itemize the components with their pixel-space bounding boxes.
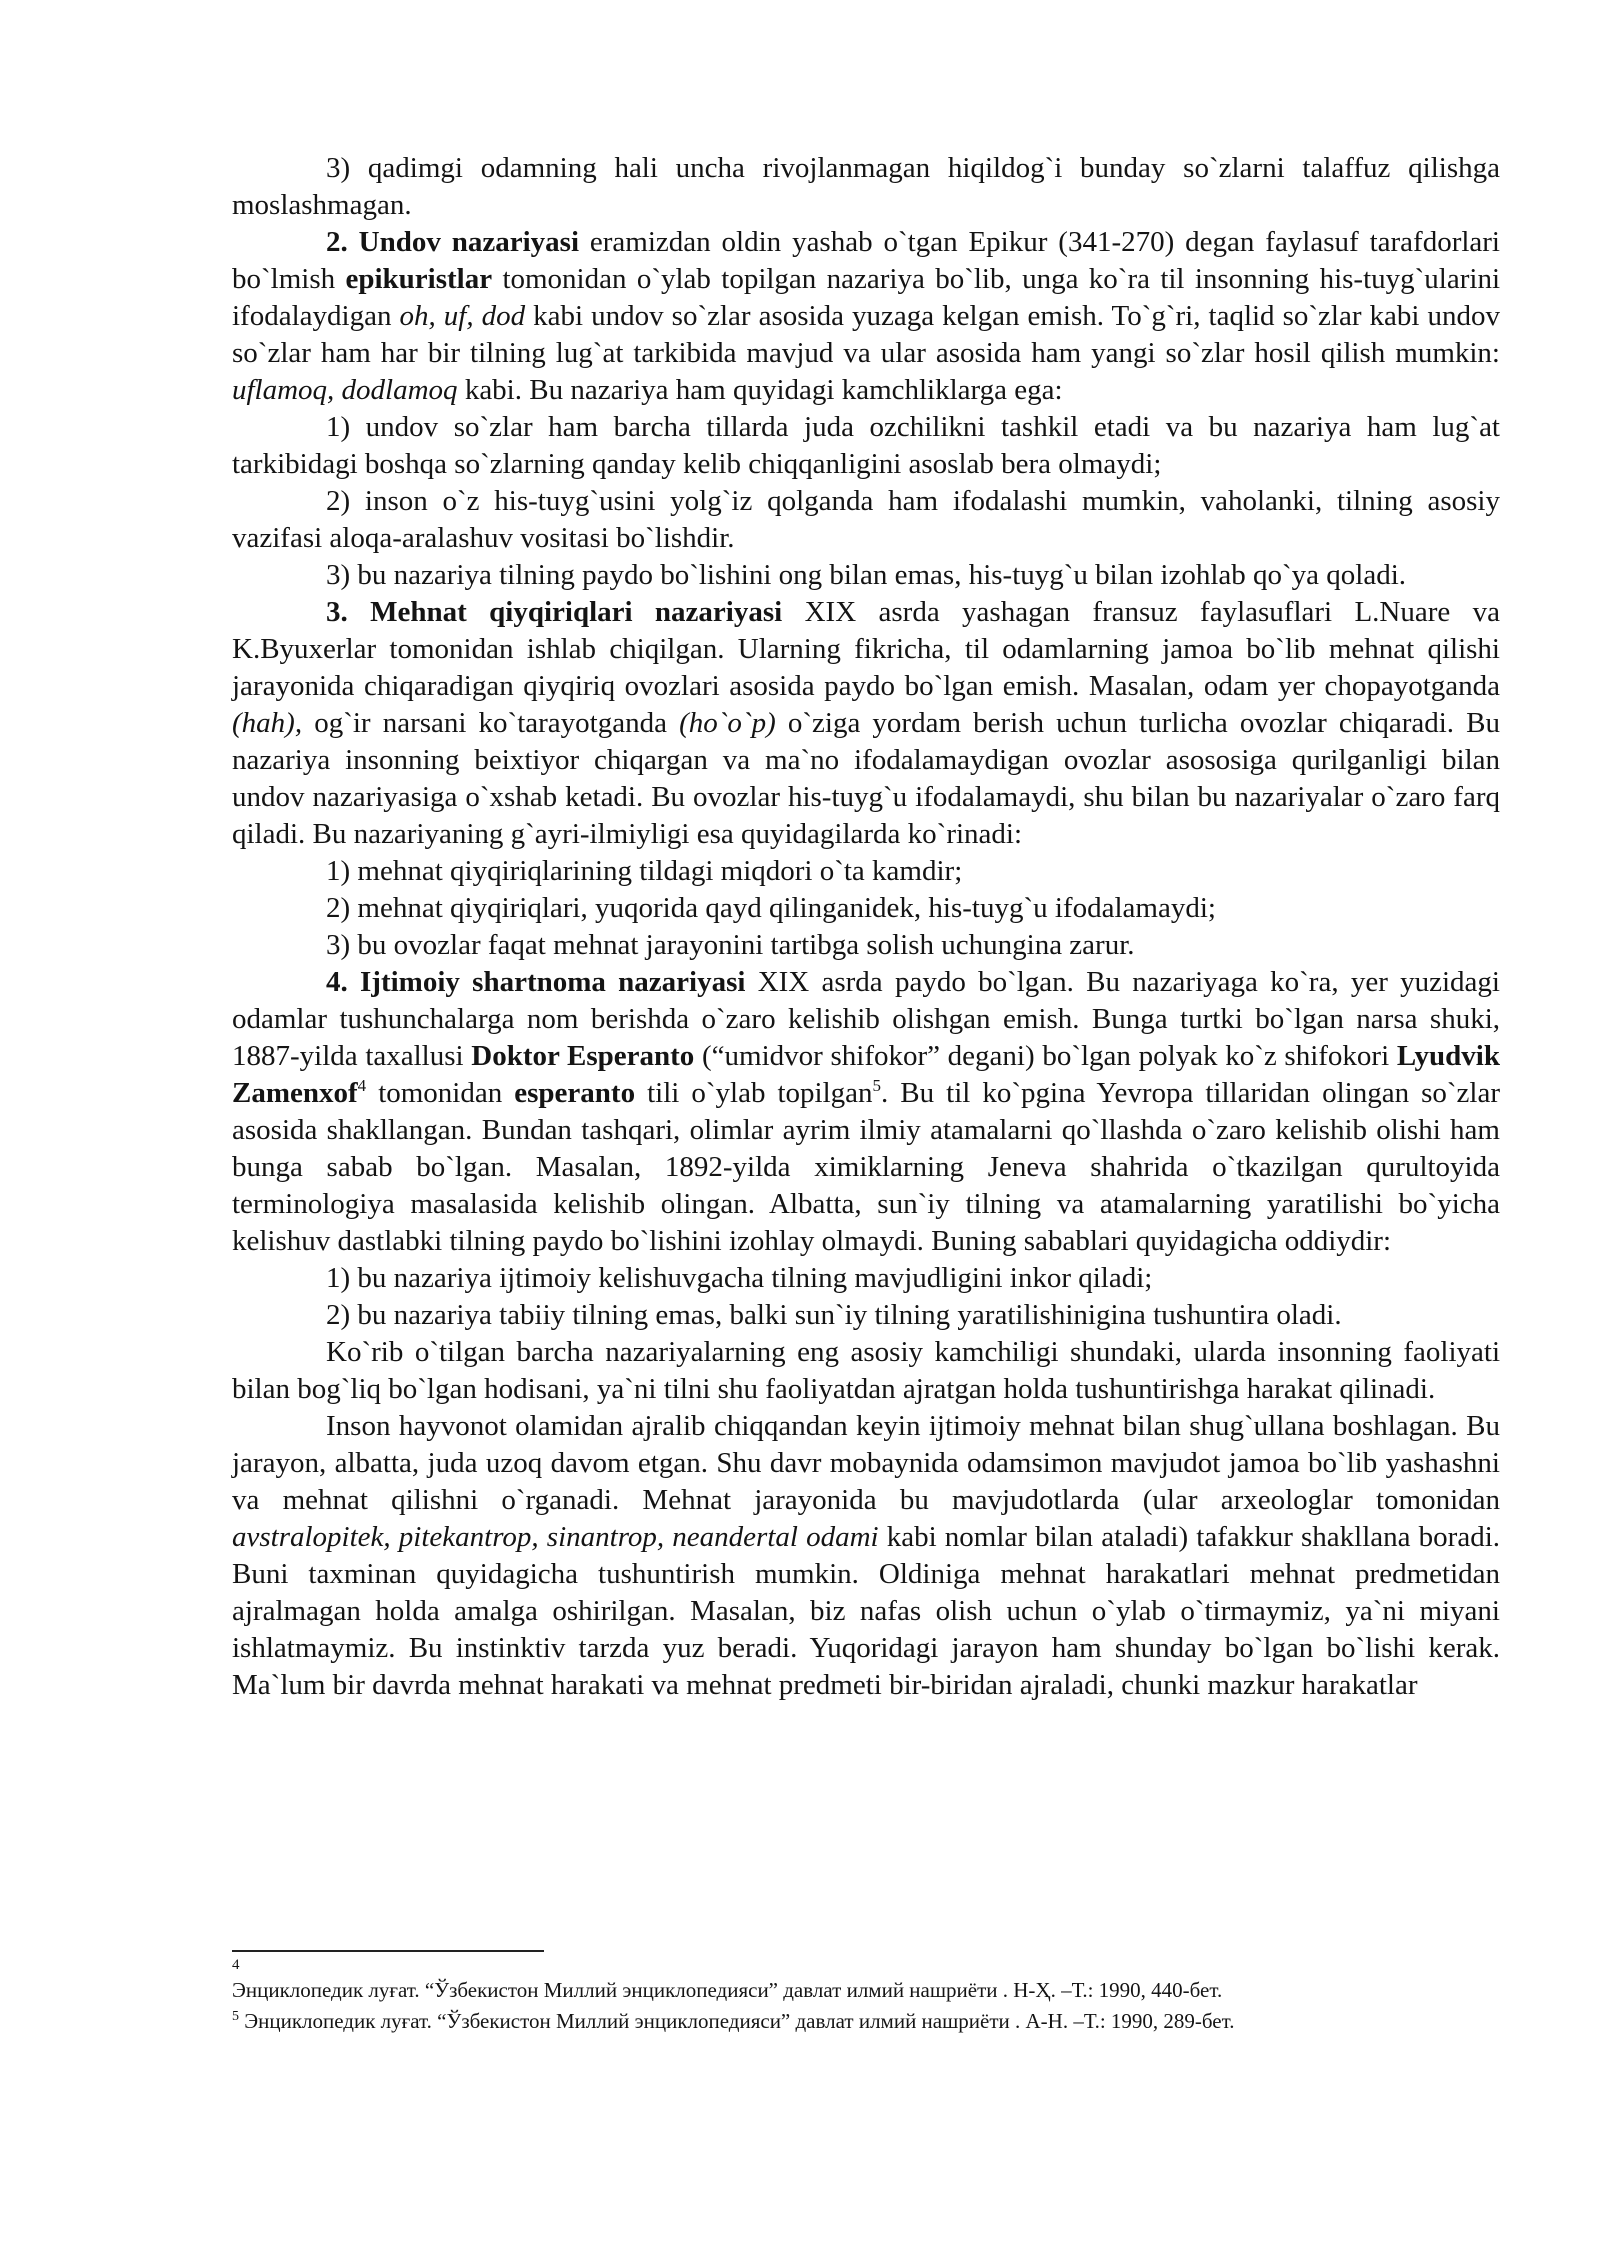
paragraph-text: XIX asrda paydo bo`lgan. Bu nazariyaga ko`ra, yer yuzidagi odamlar tushunchalarga nom berishda o`zaro kelishib olishgan emish. Bunga turtki bo`lgan narsa shuki, 1887-yilda taxallusi — [232, 966, 1500, 1072]
paragraph-text: og`ir narsani ko`tarayotganda — [302, 707, 680, 739]
list-item — [232, 1260, 1500, 1297]
footnote-text: Энциклопедик луғат. “Ўзбекистон Миллий энциклопедияси” давлат илмий нашриёти . Н-Ҳ. –Т.: 1990, 440-бет. — [232, 1978, 1223, 2002]
paragraph-text: (“umidvor shifokor” degani) bo`lgan polyak ko`z shifokori — [694, 1040, 1397, 1072]
list-item — [232, 853, 1500, 890]
footnote-ref-5[interactable]: 5 — [872, 1076, 882, 1095]
paragraph — [232, 964, 1500, 1260]
paragraph-text: 1) bu nazariya ijtimoiy kelishuvgacha tilning mavjudligini inkor qiladi; — [326, 1262, 1153, 1294]
paragraph-text: eramizdan oldin yashab o`tgan Epikur (341-270) degan faylasuf tarafdorlari bo`lmish — [232, 226, 1500, 295]
paragraph-text: Inson hayvonot olamidan ajralib chiqqandan keyin ijtimoiy mehnat bilan shug`ullana boshlagan. Bu jarayon, albatta, juda uzoq davom etgan. Shu davr mobaynida odamsimon mavjudot jamoa bo`lib yashashni va mehnat qilishni o`rganadi. Mehnat jarayonida bu mavjudotlarda (ular arxeologlar tomonidan — [232, 1410, 1500, 1516]
section-heading: 4. Ijtimoiy shartnoma nazariyasi — [326, 966, 746, 998]
paragraph — [232, 1334, 1500, 1408]
paragraph-text: tomonidan o`ylab topilgan nazariya bo`lib, unga ko`ra til insonning his-tuyg`ularini ifodalaydigan — [232, 263, 1500, 332]
paragraph-text: o`ziga yordam berish uchun turlicha ovozlar chiqaradi. Bu nazariya insonning beixtiyor chiqargan va ma`no ifodalamaydigan ovozlar asososiga qurilganligi bilan undov nazariyasiga o`xshab ketadi. Bu ovozlar his-tuyg`u ifodalamaydi, shu bilan bu nazariyalar o`zaro farq qiladi. Bu nazariyaning g`ayri-ilmiyligi esa quyidagilarda ko`rinadi: — [232, 707, 1500, 850]
paragraph-text: Ko`rib o`tilgan barcha nazariyalarning eng asosiy kamchiligi shundaki, ularda insonning faoliyati bilan bog`liq bo`lgan hodisani, ya`ni tilni shu faoliyatdan ajratgan holda tushuntirishga harakat qilinadi. — [232, 1336, 1500, 1405]
footnote-number-5: 5 — [232, 2009, 239, 2024]
list-item — [232, 890, 1500, 927]
paragraph-text: 3) bu ovozlar faqat mehnat jarayonini tartibga solish uchungina zarur. — [326, 929, 1135, 961]
bold-term: Doktor Esperanto — [471, 1040, 695, 1072]
footnote-ref-4[interactable]: 4 — [357, 1076, 367, 1095]
footnotes — [232, 1955, 1500, 2037]
footnote-4 — [232, 1975, 1500, 2006]
paragraph-text: 2) mehnat qiyqiriqlari, yuqorida qayd qilinganidek, his-tuyg`u ifodalamaydi; — [326, 892, 1216, 924]
bold-term: epikuristlar — [345, 263, 493, 295]
paragraph — [232, 224, 1500, 409]
bold-term: esperanto — [514, 1077, 636, 1109]
paragraph-text: XIX asrda yashagan fransuz faylasuflari L.Nuare va K.Byuxerlar tomonidan ishlab chiqilgan. Ularning fikricha, til odamlarning jamoa bo`lib mehnat qilishi jarayonida chiqaradigan qiyqiriq ovozlari asosida paydo bo`lgan emish. Masalan, odam yer chopayotganda — [232, 596, 1501, 702]
paragraph — [232, 1408, 1500, 1704]
paragraph-text: kabi. Bu nazariya ham quyidagi kamchliklarga ega: — [457, 374, 1063, 406]
italic-term: (ho`o`p) — [679, 707, 776, 739]
document-body — [232, 150, 1500, 1704]
list-item — [232, 409, 1500, 483]
bold-term: Lyudvik Zamenxof — [232, 1040, 1500, 1109]
list-item — [232, 557, 1500, 594]
section-heading: 2. Undov nazariyasi — [326, 226, 580, 258]
paragraph-text: kabi undov so`zlar asosida yuzaga kelgan emish. To`g`ri, taqlid so`zlar kabi undov so`zlar ham har bir tilning lug`at tarkibida mavjud va ular asosida ham yangi so`zlar hosil qilish mumkin: — [232, 300, 1500, 369]
italic-term: uflamoq, dodlamoq — [232, 374, 458, 406]
italic-term: (hah), — [232, 707, 303, 739]
footnote-number-4: 4 — [232, 1957, 240, 1973]
paragraph-text: 2) inson o`z his-tuyg`usini yolg`iz qolganda ham ifodalashi mumkin, vaholanki, tilning asosiy vazifasi aloqa-aralashuv vositasi bo`lishdir. — [232, 485, 1500, 554]
list-item — [232, 483, 1500, 557]
list-item — [232, 927, 1500, 964]
paragraph-text: 3) qadimgi odamning hali uncha rivojlanmagan hiqildog`i bunday so`zlarni talaffuz qilishga moslashmagan. — [232, 152, 1500, 221]
paragraph — [232, 594, 1500, 853]
paragraph-text: kabi nomlar bilan ataladi) tafakkur shakllana boradi. Buni taxminan quyidagicha tushuntirish mumkin. Oldiniga mehnat harakatlari mehnat predmetidan ajralmagan holda amalga oshirilgan. Masalan, biz nafas olish uchun o`ylab o`tirmaymiz, ya`ni miyani ishlatmaymiz. Bu instinktiv tarzda yuz beradi. Yuqoridagi jarayon ham shunday bo`lgan bo`lishi kerak. Ma`lum bir davrda mehnat harakati va mehnat predmeti bir-biridan ajraladi, chunki mazkur harakatlar — [232, 1521, 1501, 1701]
paragraph-text: tomonidan — [366, 1077, 515, 1109]
list-item — [232, 1297, 1500, 1334]
paragraph-text: 1) mehnat qiyqiriqlarining tildagi miqdori o`ta kamdir; — [326, 855, 963, 887]
footnote-separator — [232, 1950, 544, 1952]
footnote-5 — [232, 2006, 1500, 2037]
list-item — [232, 150, 1500, 224]
paragraph-text: 3) bu nazariya tilning paydo bo`lishini ong bilan emas, his-tuyg`u bilan izohlab qo`ya qoladi. — [326, 559, 1407, 591]
paragraph-text: tili o`ylab topilgan — [635, 1077, 873, 1109]
italic-term: avstralopitek, pitekantrop, sinantrop, neandertal odami — [232, 1521, 879, 1553]
paragraph-text: 2) bu nazariya tabiiy tilning emas, balki sun`iy tilning yaratilishinigina tushuntira oladi. — [326, 1299, 1342, 1331]
italic-term: oh, uf, dod — [399, 300, 526, 332]
footnote-text: Энциклопедик луғат. “Ўзбекистон Миллий энциклопедияси” давлат илмий нашриёти . А-Н. –Т.: 1990, 289-бет. — [239, 2009, 1235, 2033]
paragraph-text: . Bu til ko`pgina Yevropa tillaridan olingan so`zlar asosida shakllangan. Bundan tashqari, olimlar ayrim ilmiy atamalarni qo`llashda o`zaro kelishib olishi ham bunga sabab bo`lgan. Masalan, 1892-yilda ximiklarning Jeneva shahrida o`tkazilgan qurultoyida terminologiya masalasida kelishib olingan. Albatta, sun`iy tilning va atamalarning yaratilishi bo`yicha kelishuv dastlabki tilning paydo bo`lishini izohlay olmaydi. Buning sabablari quyidagicha oddiydir: — [232, 1077, 1500, 1257]
section-heading: 3. Mehnat qiyqiriqlari nazariyasi — [326, 596, 783, 628]
paragraph-text: 1) undov so`zlar ham barcha tillarda juda ozchilikni tashkil etadi va bu nazariya ham lug`at tarkibidagi boshqa so`zlarning qanday kelib chiqqanligini asoslab bera olmaydi; — [232, 411, 1500, 480]
